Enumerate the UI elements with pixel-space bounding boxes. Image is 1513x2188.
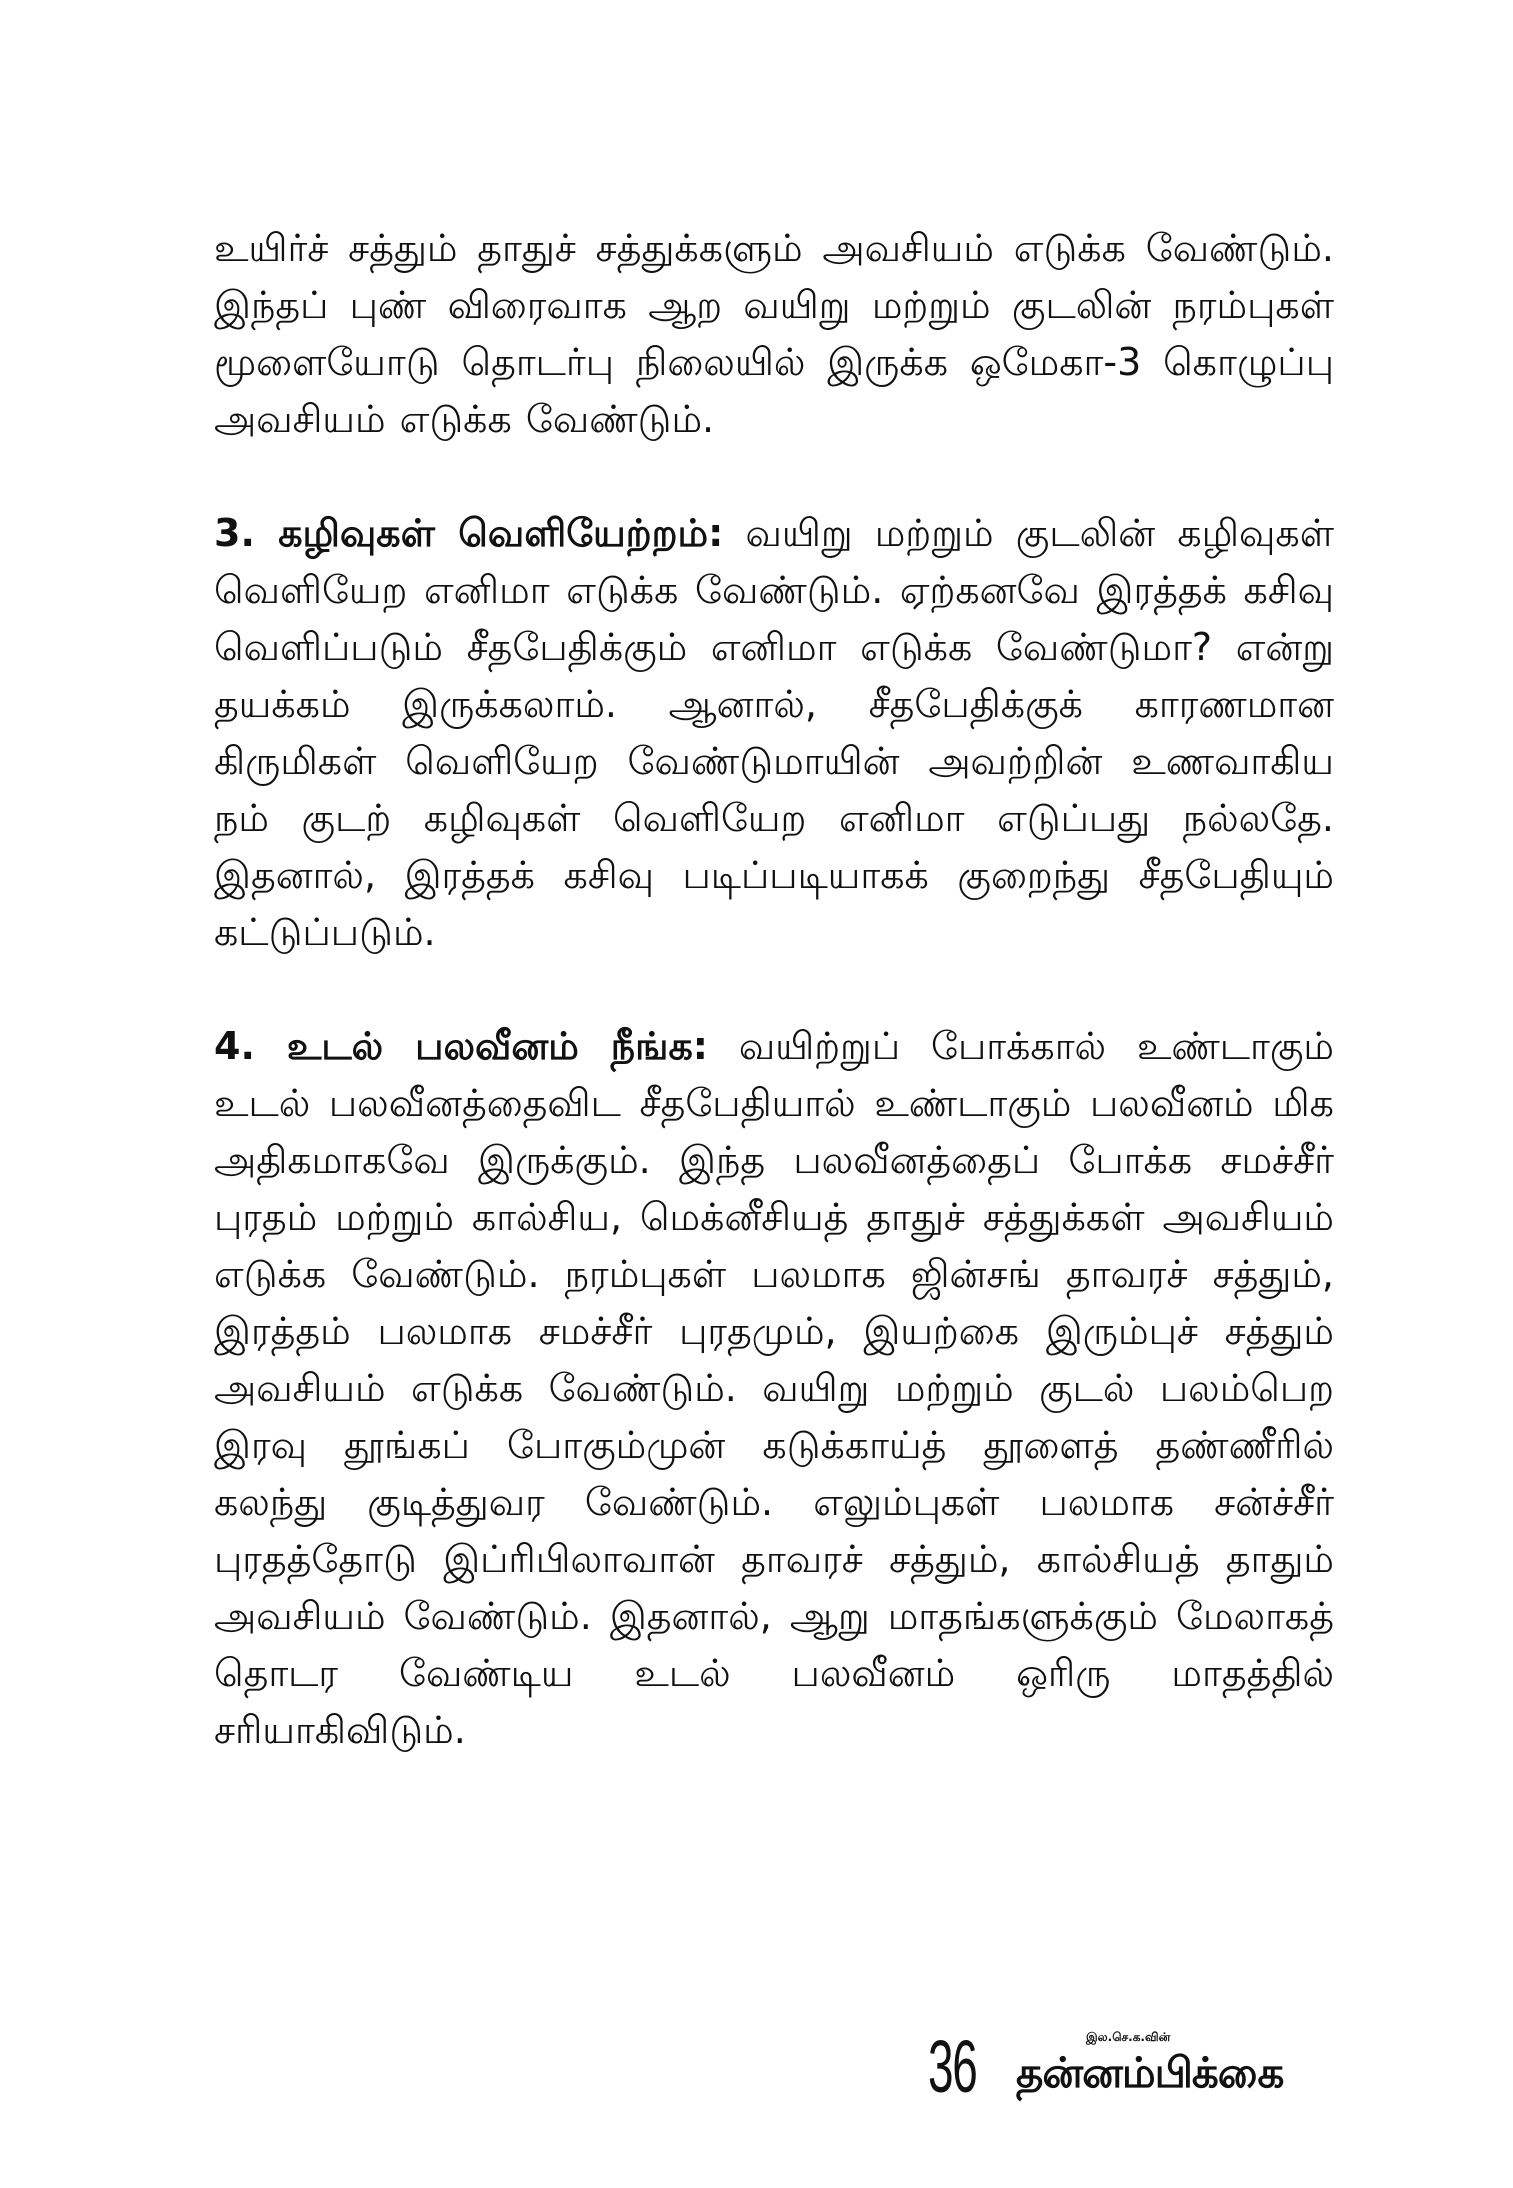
paragraph-1	[214, 220, 1334, 448]
paragraph-2-text: வயிறு மற்றும் குடலின் கழிவுகள் வெளியேற எனிமா எடுக்க வேண்டும். ஏற்கனவே இரத்தக் கசிவு வெளிப்படும் சீதபேதிக்கும் எனிமா எடுக்க வேண்டுமா? என்று தயக்கம் இருக்கலாம். ஆனால், சீதபேதிக்குக் காரணமான கிருமிகள் வெளியேற வேண்டுமாயின் அவற்றின் உணவாகிய நம் குடற் கழிவுகள் வெளியேற எனிமா எடுப்பது நல்லதே. இதனால், இரத்தக் கசிவு படிப்படியாகக் குறைந்து சீதபேதியும் கட்டுப்படும்.	[214, 511, 1334, 954]
page-number: 36	[928, 2025, 977, 2108]
section-heading-3: 3. கழிவுகள் வெளியேற்றம்:	[214, 511, 724, 555]
magazine-title: தன்னம்பிக்கை	[1016, 2048, 1284, 2097]
paragraph-3-text: வயிற்றுப் போக்கால் உண்டாகும் உடல் பலவீனத்தைவிட சீதபேதியால் உண்டாகும் பலவீனம் மிக அதிகமாகவே இருக்கும். இந்த பலவீனத்தைப் போக்க சமச்சீர் புரதம் மற்றும் கால்சிய, மெக்னீசியத் தாதுச் சத்துக்கள் அவசியம் எடுக்க வேண்டும். நரம்புகள் பலமாக ஜின்சங் தாவரச் சத்தும், இரத்தம் பலமாக சமச்சீர் புரதமும், இயற்கை இரும்புச் சத்தும் அவசியம் எடுக்க வேண்டும். வயிறு மற்றும் குடல் பலம்பெற இரவு தூங்கப் போகும்முன் கடுக்காய்த் தூளைத் தண்ணீரில் கலந்து குடித்துவர வேண்டும். எலும்புகள் பலமாக சன்ச்சீர் புரதத்தோடு இப்ரிபிலாவான் தாவரச் சத்தும், கால்சியத் தாதும் அவசியம் வேண்டும். இதனால், ஆறு மாதங்களுக்கும் மேலாகத் தொடர வேண்டிய உடல் பலவீனம் ஒரிரு மாதத்தில் சரியாகிவிடும்.	[214, 1024, 1335, 1752]
paragraph-1-text: உயிர்ச் சத்தும் தாதுச் சத்துக்களும் அவசியம் எடுக்க வேண்டும். இந்தப் புண் விரைவாக ஆற வயிறு மற்றும் குடலின் நரம்புகள் மூளையோடு தொடர்பு நிலையில் இருக்க ஒமேகா-3 கொழுப்பு அவசியம் எடுக்க வேண்டும்.	[214, 226, 1334, 441]
section-heading-4: 4. உடல் பலவீனம் நீங்க:	[214, 1024, 708, 1068]
page-footer	[928, 2025, 1338, 2110]
paragraph-2	[214, 505, 1334, 961]
paragraph-3	[214, 1018, 1334, 1759]
magazine-subtitle: இல.செ.க.வின்	[1086, 2030, 1171, 2044]
article-body	[214, 220, 1334, 1759]
